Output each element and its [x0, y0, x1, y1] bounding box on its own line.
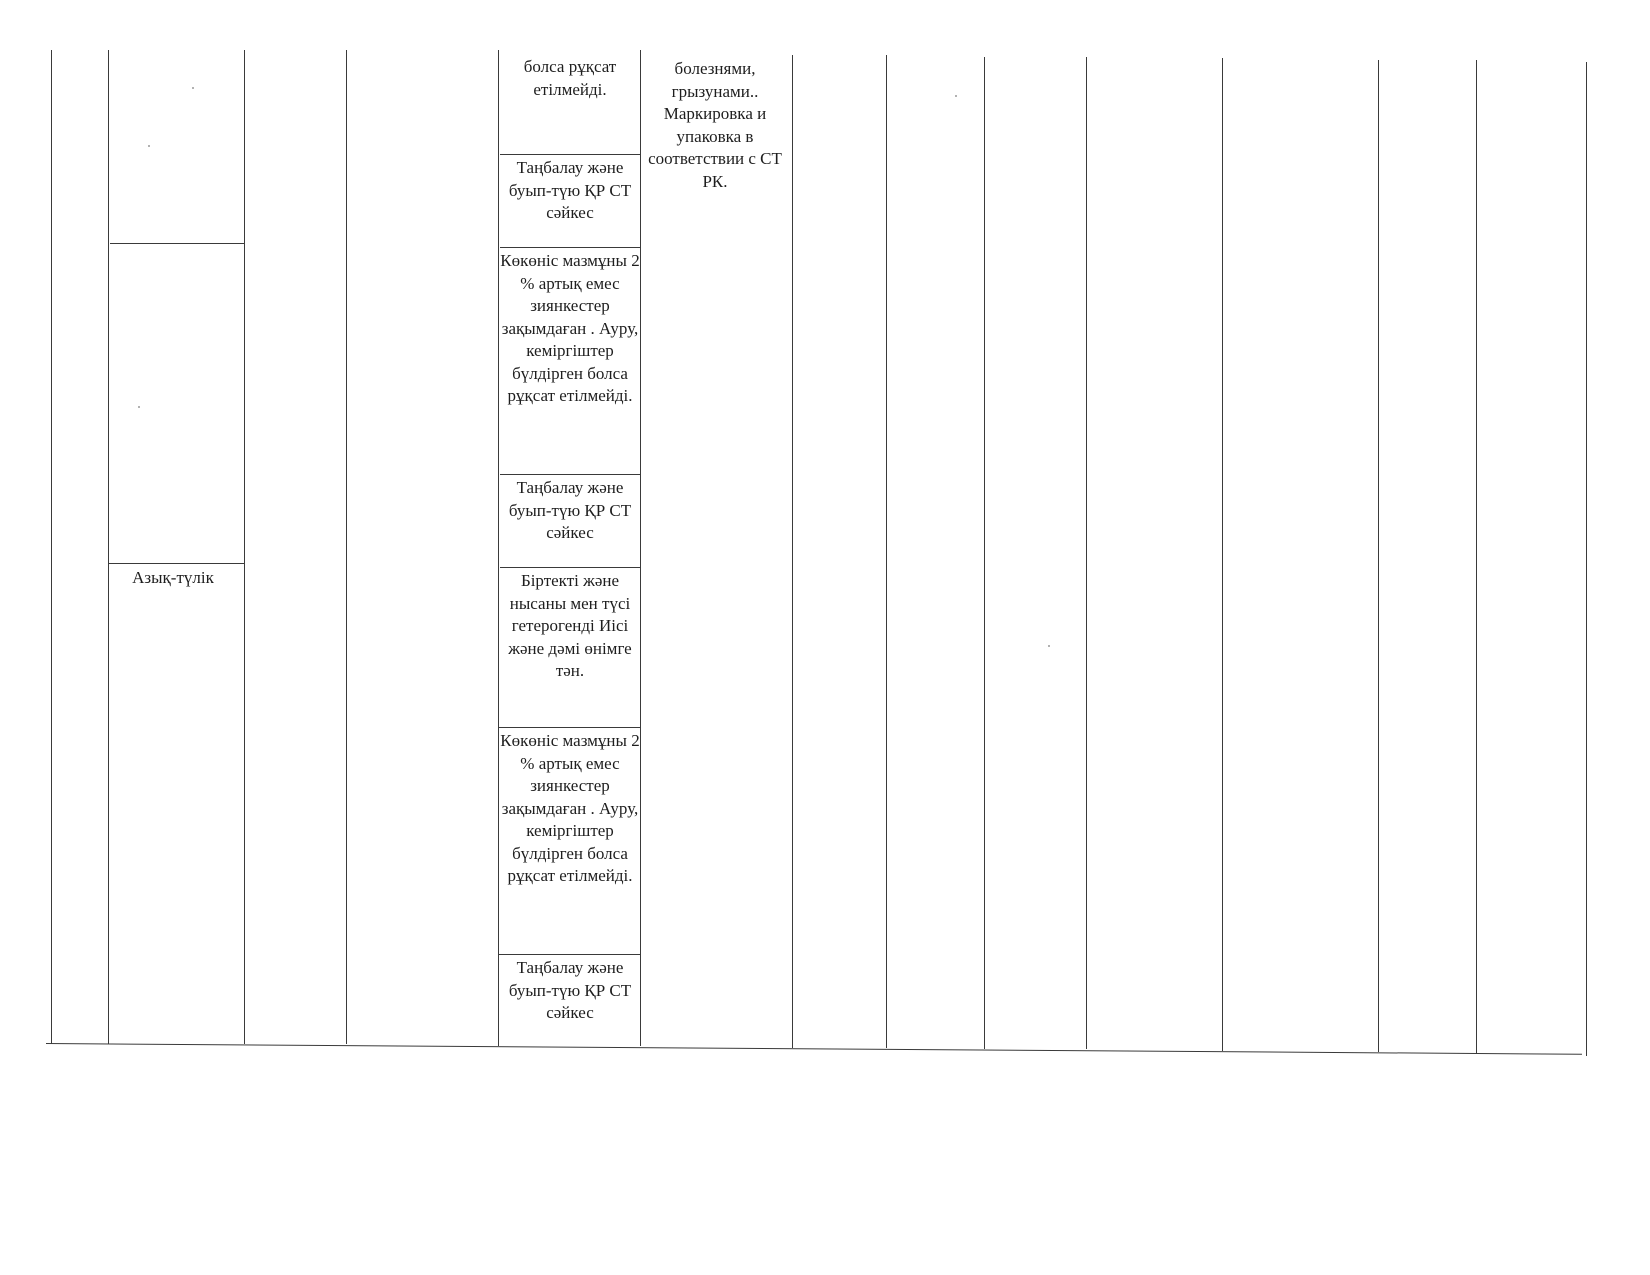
column-e-separator-3	[500, 474, 641, 475]
requirement-cell-6: Көкөніс мазмұны 2 % артық емес зиянкестер зақымдаған . Ауру, кеміргіштер бүлдірген болса рұқсат етілмейді.	[500, 731, 640, 885]
column-rule-14	[1586, 62, 1587, 1056]
column-e-separator-2	[500, 247, 641, 248]
column-e-separator-6	[498, 954, 641, 955]
russian-requirement-text: болезнями, грызунами.. Маркировка и упаковка в соответствии с СТ РК.	[648, 59, 782, 191]
requirement-cell-1: болса рұқсат етілмейді.	[523, 57, 617, 99]
column-b-separator-1	[110, 243, 245, 244]
column-rule-2	[108, 50, 109, 1044]
column-rule-4	[346, 50, 347, 1044]
column-rule-5	[498, 50, 499, 1046]
product-group-label: Азық-түлік	[132, 568, 214, 587]
column-rule-13	[1476, 60, 1477, 1054]
column-rule-11	[1222, 58, 1223, 1051]
table-bottom-rule	[46, 1043, 1582, 1055]
column-rule-6	[640, 50, 641, 1046]
requirement-cell-4: Таңбалау және буып-түю ҚР СТ сәйкес	[508, 478, 632, 542]
requirement-cell-7: Таңбалау және буып-түю ҚР СТ сәйкес	[508, 958, 632, 1022]
requirement-cell-2: Таңбалау және буып-түю ҚР СТ сәйкес	[508, 158, 632, 222]
column-rule-12	[1378, 60, 1379, 1052]
column-rule-10	[1086, 57, 1087, 1049]
column-rule-8	[886, 55, 887, 1048]
scan-speck	[955, 95, 957, 97]
column-rule-9	[984, 57, 985, 1049]
column-b-separator-2	[108, 563, 245, 564]
column-e-separator-5	[498, 727, 641, 728]
scan-speck	[192, 87, 194, 89]
column-e-separator-1	[500, 154, 641, 155]
column-rule-7	[792, 55, 793, 1048]
column-rule-3	[244, 50, 245, 1044]
requirement-cell-3: Көкөніс мазмұны 2 % артық емес зиянкестер зақымдаған . Ауру, кеміргіштер бүлдірген болса рұқсат етілмейді.	[500, 251, 640, 405]
column-e-separator-4	[500, 567, 641, 568]
scan-speck	[148, 145, 150, 147]
column-rule-1	[51, 50, 52, 1044]
scan-speck	[138, 406, 140, 408]
requirement-cell-5: Біртекті және нысаны мен түсі гетерогенді Иісі және дәмі өнімге тән.	[508, 571, 632, 680]
scan-speck	[1048, 645, 1050, 647]
